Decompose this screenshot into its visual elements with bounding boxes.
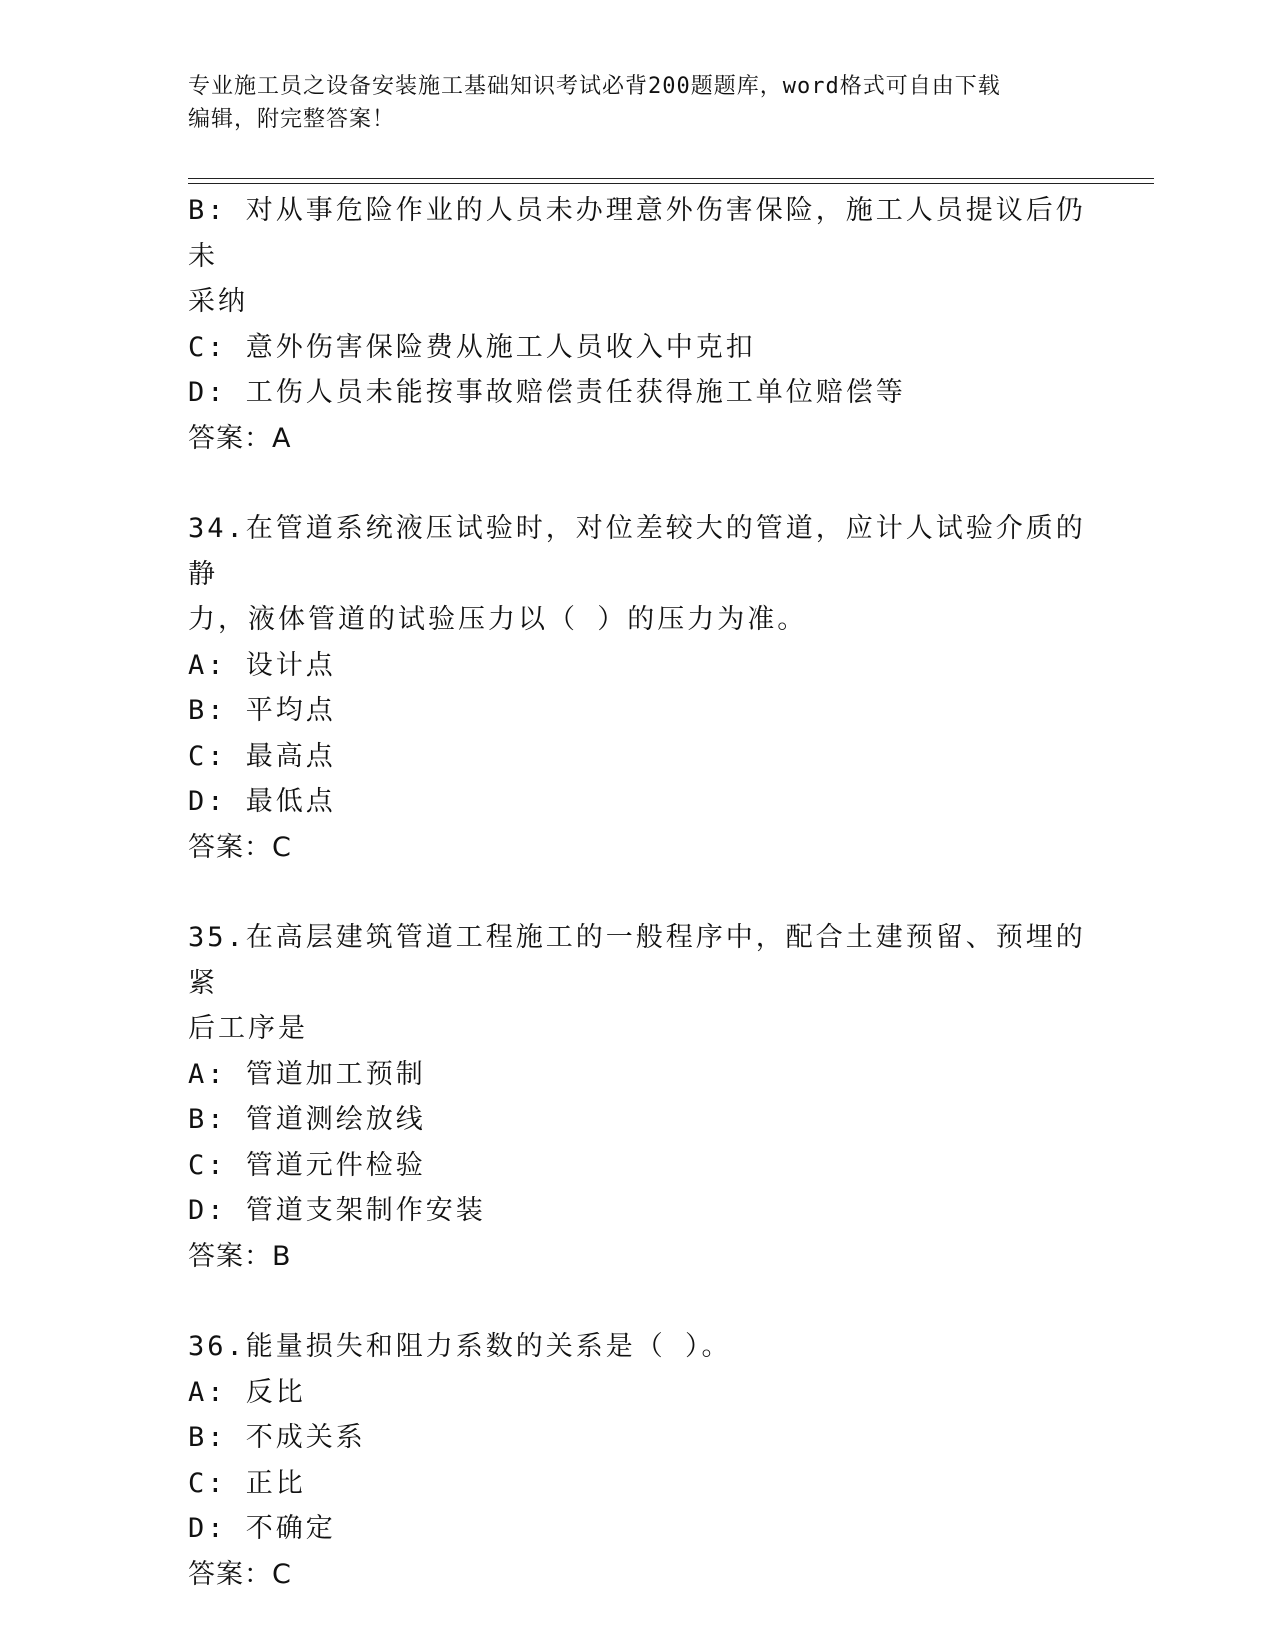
option-b: B: 管道测绘放线 xyxy=(188,1104,426,1135)
header-rule-top xyxy=(188,178,1154,179)
option-a: A: 设计点 xyxy=(188,649,336,681)
answer: 答案：B xyxy=(188,1240,292,1272)
option-a: A: 反比 xyxy=(188,1376,306,1408)
spacer xyxy=(188,461,1088,506)
question-33 xyxy=(188,188,1088,461)
option-c: C: 管道元件检验 xyxy=(188,1149,426,1181)
option-c: C: 正比 xyxy=(188,1467,306,1499)
header-rule-bottom xyxy=(188,183,1154,184)
header-title-line-1: 专业施工员之设备安装施工基础知识考试必背200题题库，word格式可自由下载 xyxy=(188,74,1001,99)
question-list xyxy=(188,188,1088,1597)
option-b-continued: 采纳 xyxy=(188,286,248,317)
question-stem: 36.能量损失和阻力系数的关系是（ ）。 xyxy=(188,1331,732,1362)
option-c: C: 最高点 xyxy=(188,740,336,772)
header-title-line-2: 编辑，附完整答案！ xyxy=(188,107,396,132)
option-a: A: 管道加工预制 xyxy=(188,1058,426,1090)
question-36 xyxy=(188,1324,1088,1597)
question-stem: 34.在管道系统液压试验时，对位差较大的管道，应计人试验介质的静 xyxy=(188,513,1086,590)
answer: 答案：C xyxy=(188,1558,292,1590)
question-34 xyxy=(188,506,1088,870)
option-d: D: 工伤人员未能按事故赔偿责任获得施工单位赔偿等 xyxy=(188,377,906,408)
option-b: B: 对从事危险作业的人员未办理意外伤害保险，施工人员提议后仍未 xyxy=(188,195,1086,272)
option-d: D: 管道支架制作安装 xyxy=(188,1195,486,1226)
spacer xyxy=(188,870,1088,915)
spacer xyxy=(188,1279,1088,1324)
question-stem: 35.在高层建筑管道工程施工的一般程序中，配合土建预留、预埋的紧 xyxy=(188,922,1086,999)
document-header xyxy=(188,70,1068,136)
answer: 答案：C xyxy=(188,831,292,863)
question-stem-continued: 力，液体管道的试验压力以（ ）的压力为准。 xyxy=(188,604,808,635)
question-35 xyxy=(188,915,1088,1279)
option-b: B: 平均点 xyxy=(188,695,336,726)
option-c: C: 意外伤害保险费从施工人员收入中克扣 xyxy=(188,331,756,363)
answer: 答案：A xyxy=(188,422,292,454)
question-stem-continued: 后工序是 xyxy=(188,1013,308,1044)
option-d: D: 不确定 xyxy=(188,1513,336,1544)
option-b: B: 不成关系 xyxy=(188,1422,366,1453)
option-d: D: 最低点 xyxy=(188,786,336,817)
